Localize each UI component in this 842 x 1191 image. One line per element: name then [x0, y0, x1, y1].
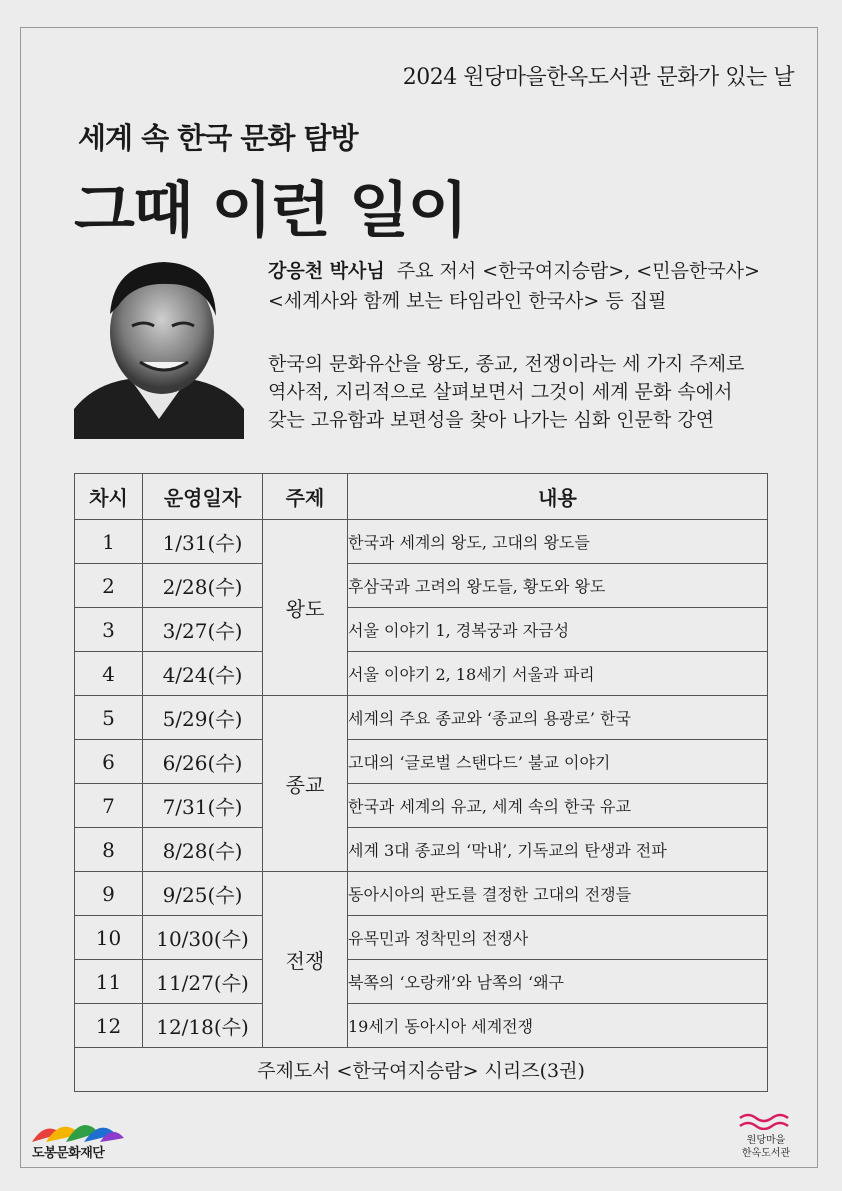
session-number: 4 [75, 652, 143, 696]
table-row [75, 1004, 768, 1048]
event-subtitle: 세계 속 한국 문화 탐방 [78, 121, 358, 155]
header-content: 내용 [348, 474, 768, 520]
table-row [75, 740, 768, 784]
session-date: 7/31(수) [143, 784, 263, 828]
library-logo [726, 1112, 806, 1168]
topic-cell: 왕도 [263, 520, 348, 696]
library-name-line2: 한옥도서관 [741, 1148, 791, 1159]
session-date: 9/25(수) [143, 872, 263, 916]
header-session: 차시 [75, 474, 143, 520]
speaker-works-line1: 주요 저서 <한국여지승람>, <민음한국사> [396, 260, 760, 282]
session-date: 1/31(수) [143, 520, 263, 564]
session-number: 8 [75, 828, 143, 872]
session-date: 6/26(수) [143, 740, 263, 784]
series-title: 2024 원당마을한옥도서관 문화가 있는 날 [402, 65, 794, 90]
session-number: 6 [75, 740, 143, 784]
library-wave-icon [736, 1112, 796, 1130]
description-line: 역사적, 지리적으로 살펴보면서 그것이 세계 문화 속에서 [268, 381, 733, 403]
schedule-table [74, 473, 768, 1092]
session-date: 11/27(수) [143, 960, 263, 1004]
topic-cell: 종교 [263, 696, 348, 872]
header-date: 운영일자 [143, 474, 263, 520]
session-number: 7 [75, 784, 143, 828]
table-header-row [75, 474, 768, 520]
table-row [75, 696, 768, 740]
session-date: 2/28(수) [143, 564, 263, 608]
table-row [75, 520, 768, 564]
table-footer-row [75, 1048, 768, 1092]
session-content: 세계 3대 종교의 ‘막내’, 기독교의 탄생과 전파 [348, 828, 768, 872]
event-title: 그때 이런 일이 [74, 176, 467, 246]
foundation-mountain-icon [32, 1112, 124, 1142]
table-row [75, 960, 768, 1004]
table-row [75, 564, 768, 608]
session-content: 한국과 세계의 유교, 세계 속의 한국 유교 [348, 784, 768, 828]
session-date: 12/18(수) [143, 1004, 263, 1048]
session-number: 3 [75, 608, 143, 652]
session-content: 한국과 세계의 왕도, 고대의 왕도들 [348, 520, 768, 564]
speaker-works-line2: <세계사와 함께 보는 타임라인 한국사> 등 집필 [268, 290, 667, 312]
session-date: 5/29(수) [143, 696, 263, 740]
table-row [75, 652, 768, 696]
table-row [75, 608, 768, 652]
session-content: 동아시아의 판도를 결정한 고대의 전쟁들 [348, 872, 768, 916]
lecture-description [268, 350, 808, 434]
session-content: 세계의 주요 종교와 ‘종교의 용광로’ 한국 [348, 696, 768, 740]
session-content: 서울 이야기 1, 경복궁과 자금성 [348, 608, 768, 652]
speaker-name: 강응천 박사님 [268, 260, 385, 282]
session-number: 1 [75, 520, 143, 564]
description-line: 갖는 고유함과 보편성을 찾아 나가는 심화 인문학 강연 [268, 409, 715, 431]
session-number: 11 [75, 960, 143, 1004]
table-row [75, 916, 768, 960]
dobong-foundation-logo [32, 1112, 132, 1168]
session-number: 2 [75, 564, 143, 608]
foundation-name: 도봉문화재단 [32, 1146, 105, 1161]
session-content: 19세기 동아시아 세계전쟁 [348, 1004, 768, 1048]
session-number: 10 [75, 916, 143, 960]
library-name-line1: 원당마을 [746, 1135, 786, 1146]
session-content: 유목민과 정착민의 전쟁사 [348, 916, 768, 960]
topic-cell: 전쟁 [263, 872, 348, 1048]
session-content: 고대의 ‘글로벌 스탠다드’ 불교 이야기 [348, 740, 768, 784]
session-number: 5 [75, 696, 143, 740]
table-row [75, 784, 768, 828]
session-date: 3/27(수) [143, 608, 263, 652]
speaker-portrait [74, 244, 244, 439]
session-date: 8/28(수) [143, 828, 263, 872]
table-row [75, 872, 768, 916]
session-number: 12 [75, 1004, 143, 1048]
session-content: 서울 이야기 2, 18세기 서울과 파리 [348, 652, 768, 696]
session-content: 후삼국과 고려의 왕도들, 황도와 왕도 [348, 564, 768, 608]
description-line: 한국의 문화유산을 왕도, 종교, 전쟁이라는 세 가지 주제로 [268, 353, 745, 375]
session-date: 10/30(수) [143, 916, 263, 960]
session-content: 북쪽의 ‘오랑캐’와 남쪽의 ‘왜구 [348, 960, 768, 1004]
table-row [75, 828, 768, 872]
header-topic: 주제 [263, 474, 348, 520]
session-number: 9 [75, 872, 143, 916]
speaker-info [268, 256, 808, 316]
session-date: 4/24(수) [143, 652, 263, 696]
theme-book-note: 주제도서 <한국여지승람> 시리즈(3권) [75, 1048, 768, 1092]
